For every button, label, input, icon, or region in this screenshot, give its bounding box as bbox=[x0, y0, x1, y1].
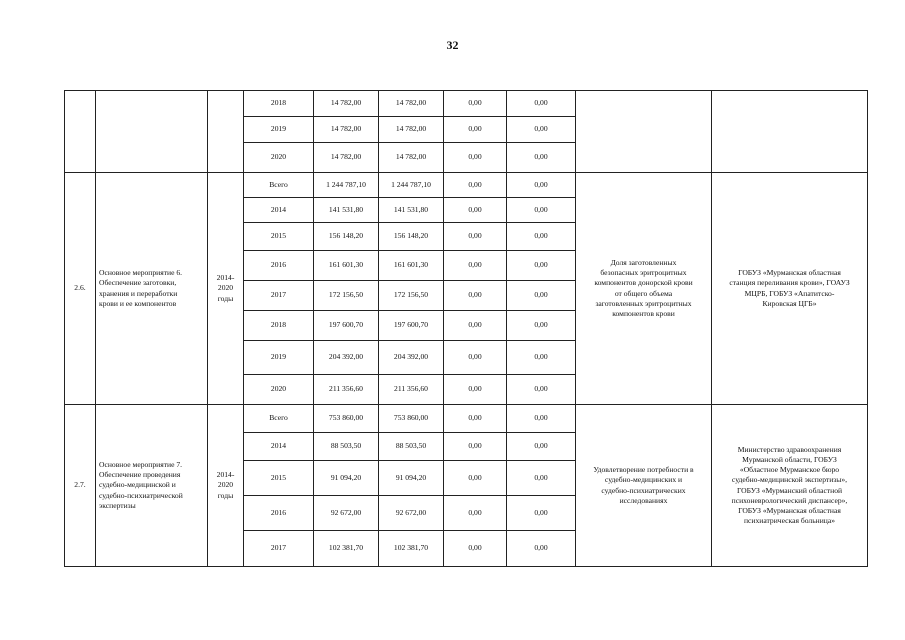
federal-budget-cell: 0,00 bbox=[444, 251, 507, 281]
period-cell-line: 2020 bbox=[217, 283, 234, 293]
measure-name-cell bbox=[96, 405, 208, 567]
regional-budget-cell: 172 156,50 bbox=[379, 281, 444, 311]
regional-budget-cell: 141 531,80 bbox=[379, 198, 444, 223]
year-cell: 2016 bbox=[244, 251, 314, 281]
measure-number-cell bbox=[65, 91, 96, 173]
federal-budget-cell: 0,00 bbox=[444, 223, 507, 251]
total-cell: 172 156,50 bbox=[314, 281, 379, 311]
year-cell: 2015 bbox=[244, 223, 314, 251]
total-cell: 88 503,50 bbox=[314, 433, 379, 461]
federal-budget-cell: 0,00 bbox=[444, 375, 507, 405]
other-sources-cell: 0,00 bbox=[507, 341, 576, 375]
indicator-cell-line: судебно-психиатрических bbox=[601, 485, 686, 495]
executor-cell-line: Министерство здравоохранения bbox=[737, 444, 842, 454]
executor-cell-line: ГОБУЗ «Мурманский областной bbox=[736, 485, 843, 495]
total-cell: 91 094,20 bbox=[314, 461, 379, 496]
executor-cell bbox=[712, 405, 868, 567]
other-sources-cell: 0,00 bbox=[507, 143, 576, 173]
measure-name-cell-line: экспертизы bbox=[99, 500, 136, 510]
indicator-cell-line: компонентов донорской крови bbox=[594, 278, 693, 288]
federal-budget-cell: 0,00 bbox=[444, 281, 507, 311]
measure-name-cell-line: Основное мероприятие 6. bbox=[99, 268, 183, 277]
regional-budget-cell: 1 244 787,10 bbox=[379, 173, 444, 198]
regional-budget-cell: 14 782,00 bbox=[379, 143, 444, 173]
executor-cell-line: Мурманской области, ГОБУЗ bbox=[742, 454, 837, 464]
executor-cell-line: судебно-медицинской экспертизы», bbox=[731, 475, 848, 485]
period-cell bbox=[208, 405, 244, 567]
table-row bbox=[65, 91, 868, 117]
indicator-cell-line: Доля заготовленных bbox=[610, 257, 677, 267]
measure-name-cell-line: крови и ее компонентов bbox=[99, 298, 177, 308]
measure-name-cell-line: судебно-психиатрической bbox=[99, 490, 183, 500]
executor-cell bbox=[712, 91, 868, 173]
total-cell: 14 782,00 bbox=[314, 143, 379, 173]
year-cell: 2017 bbox=[244, 281, 314, 311]
measure-name-cell-line: судебно-медицинской и bbox=[99, 480, 176, 490]
other-sources-cell: 0,00 bbox=[507, 405, 576, 433]
indicator-cell bbox=[576, 173, 712, 405]
regional-budget-cell: 204 392,00 bbox=[379, 341, 444, 375]
indicator-cell-line: безопасных эритроцитных bbox=[600, 268, 687, 277]
regional-budget-cell: 92 672,00 bbox=[379, 496, 444, 531]
total-cell: 14 782,00 bbox=[314, 117, 379, 143]
regional-budget-cell: 753 860,00 bbox=[379, 405, 444, 433]
federal-budget-cell: 0,00 bbox=[444, 341, 507, 375]
other-sources-cell: 0,00 bbox=[507, 251, 576, 281]
federal-budget-cell: 0,00 bbox=[444, 173, 507, 198]
other-sources-cell: 0,00 bbox=[507, 198, 576, 223]
indicator-cell-line: заготовленных эритроцитных bbox=[595, 298, 692, 308]
indicator-cell-line: исследованиях bbox=[619, 495, 668, 505]
executor-cell-line: психиатрическая больница» bbox=[743, 516, 836, 526]
total-cell: 1 244 787,10 bbox=[314, 173, 379, 198]
period-cell-line: 2014- bbox=[216, 273, 235, 283]
regional-budget-cell: 161 601,30 bbox=[379, 251, 444, 281]
executor-cell-line: психоневрологический диспансер», bbox=[731, 495, 848, 505]
measure-name-cell-line: Обеспечение проведения bbox=[99, 470, 181, 480]
year-cell: 2020 bbox=[244, 143, 314, 173]
regional-budget-cell: 14 782,00 bbox=[379, 91, 444, 117]
other-sources-cell: 0,00 bbox=[507, 496, 576, 531]
indicator-cell bbox=[576, 405, 712, 567]
period-cell bbox=[208, 173, 244, 405]
indicator-cell-line: судебно-медицинских и bbox=[604, 475, 683, 485]
federal-budget-cell: 0,00 bbox=[444, 311, 507, 341]
year-cell: 2018 bbox=[244, 311, 314, 341]
executor-cell bbox=[712, 173, 868, 405]
total-cell: 197 600,70 bbox=[314, 311, 379, 341]
other-sources-cell: 0,00 bbox=[507, 461, 576, 496]
executor-cell-line: «Областное Мурманское бюро bbox=[739, 465, 840, 474]
total-cell: 753 860,00 bbox=[314, 405, 379, 433]
year-cell: 2019 bbox=[244, 341, 314, 375]
table-row bbox=[65, 173, 868, 198]
period-cell-line: годы bbox=[217, 293, 234, 303]
indicator-cell-line: от общего объема bbox=[614, 288, 673, 298]
year-cell: Всего bbox=[244, 173, 314, 198]
measure-name-cell-line: хранения и переработки bbox=[99, 288, 178, 298]
total-cell: 204 392,00 bbox=[314, 341, 379, 375]
federal-budget-cell: 0,00 bbox=[444, 143, 507, 173]
program-budget-table bbox=[64, 90, 868, 567]
other-sources-cell: 0,00 bbox=[507, 375, 576, 405]
period-cell-line: 2014- bbox=[216, 470, 235, 480]
year-cell: 2017 bbox=[244, 531, 314, 567]
other-sources-cell: 0,00 bbox=[507, 117, 576, 143]
measure-name-cell bbox=[96, 91, 208, 173]
year-cell: 2014 bbox=[244, 433, 314, 461]
total-cell: 14 782,00 bbox=[314, 91, 379, 117]
regional-budget-cell: 156 148,20 bbox=[379, 223, 444, 251]
year-cell: 2016 bbox=[244, 496, 314, 531]
other-sources-cell: 0,00 bbox=[507, 223, 576, 251]
federal-budget-cell: 0,00 bbox=[444, 531, 507, 567]
indicator-cell bbox=[576, 91, 712, 173]
total-cell: 161 601,30 bbox=[314, 251, 379, 281]
page-number: 32 bbox=[446, 38, 459, 52]
year-cell: 2014 bbox=[244, 198, 314, 223]
regional-budget-cell: 102 381,70 bbox=[379, 531, 444, 567]
total-cell: 156 148,20 bbox=[314, 223, 379, 251]
federal-budget-cell: 0,00 bbox=[444, 198, 507, 223]
year-cell: 2020 bbox=[244, 375, 314, 405]
federal-budget-cell: 0,00 bbox=[444, 91, 507, 117]
regional-budget-cell: 197 600,70 bbox=[379, 311, 444, 341]
period-cell-line: годы bbox=[217, 490, 234, 500]
other-sources-cell: 0,00 bbox=[507, 173, 576, 198]
year-cell: Всего bbox=[244, 405, 314, 433]
executor-cell-line: Кировская ЦГБ» bbox=[762, 298, 817, 308]
executor-cell-line: станция переливания крови», ГОАУЗ bbox=[729, 278, 850, 288]
regional-budget-cell: 14 782,00 bbox=[379, 117, 444, 143]
year-cell: 2015 bbox=[244, 461, 314, 496]
other-sources-cell: 0,00 bbox=[507, 91, 576, 117]
measure-number-cell: 2.7. bbox=[65, 405, 96, 567]
other-sources-cell: 0,00 bbox=[507, 433, 576, 461]
total-cell: 102 381,70 bbox=[314, 531, 379, 567]
federal-budget-cell: 0,00 bbox=[444, 461, 507, 496]
federal-budget-cell: 0,00 bbox=[444, 433, 507, 461]
federal-budget-cell: 0,00 bbox=[444, 496, 507, 531]
indicator-cell-line: Удовлетворение потребности в bbox=[593, 465, 694, 474]
federal-budget-cell: 0,00 bbox=[444, 117, 507, 143]
indicator-cell-line: компонентов крови bbox=[612, 309, 675, 318]
measure-number-cell: 2.6. bbox=[65, 173, 96, 405]
federal-budget-cell: 0,00 bbox=[444, 405, 507, 433]
total-cell: 92 672,00 bbox=[314, 496, 379, 531]
year-cell: 2018 bbox=[244, 91, 314, 117]
year-cell: 2019 bbox=[244, 117, 314, 143]
table-row bbox=[65, 405, 868, 433]
regional-budget-cell: 88 503,50 bbox=[379, 433, 444, 461]
measure-name-cell-line: Основное мероприятие 7. bbox=[99, 459, 183, 469]
period-cell-line: 2020 bbox=[217, 480, 234, 490]
executor-cell-line: ГОБУЗ «Мурманская областная bbox=[738, 506, 841, 515]
measure-name-cell bbox=[96, 173, 208, 405]
regional-budget-cell: 91 094,20 bbox=[379, 461, 444, 496]
executor-cell-line: МЦРБ, ГОБУЗ «Апатитско- bbox=[744, 288, 835, 298]
other-sources-cell: 0,00 bbox=[507, 531, 576, 567]
measure-name-cell-line: Обеспечение заготовки, bbox=[99, 278, 177, 288]
other-sources-cell: 0,00 bbox=[507, 281, 576, 311]
regional-budget-cell: 211 356,60 bbox=[379, 375, 444, 405]
executor-cell-line: ГОБУЗ «Мурманская областная bbox=[738, 268, 841, 277]
total-cell: 141 531,80 bbox=[314, 198, 379, 223]
total-cell: 211 356,60 bbox=[314, 375, 379, 405]
other-sources-cell: 0,00 bbox=[507, 311, 576, 341]
period-cell bbox=[208, 91, 244, 173]
